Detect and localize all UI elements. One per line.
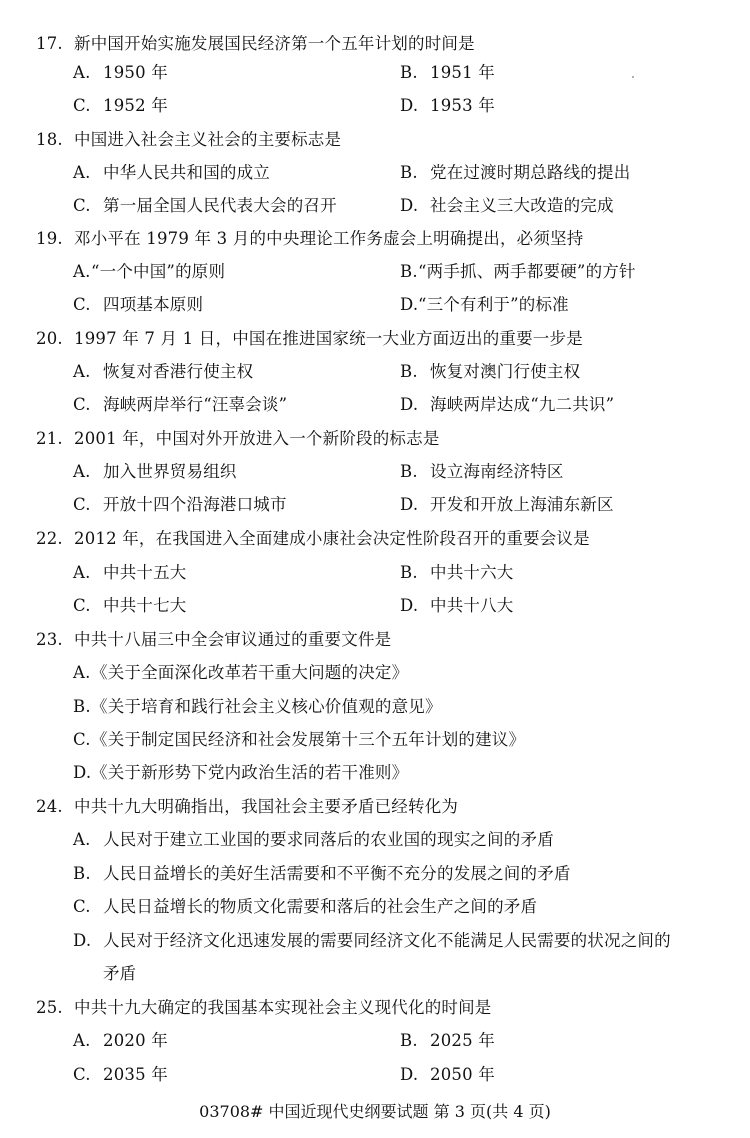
question-22-option-c: C. 中共十七大: [73, 596, 187, 615]
question-text: 新中国开始实施发展国民经济第一个五年计划的时间是: [74, 34, 475, 53]
question-25-option-b: B. 2025 年: [400, 1031, 495, 1050]
question-25-option-a: A. 2020 年: [73, 1031, 168, 1050]
scan-speck: [632, 76, 634, 78]
question-23-option-d: D.《关于新形势下党内政治生活的若干准则》: [73, 763, 409, 782]
question-20-option-a: A. 恢复对香港行使主权: [73, 362, 254, 381]
question-23-stem: 23. 中共十八届三中全会审议通过的重要文件是: [36, 630, 392, 649]
question-21-option-d: D. 开发和开放上海浦东新区: [400, 495, 614, 514]
question-19-option-c: C. 四项基本原则: [73, 295, 204, 314]
question-21-stem: 21. 2001 年，中国对外开放进入一个新阶段的标志是: [36, 429, 440, 448]
question-24-option-d: D. 人民对于经济文化迅速发展的需要同经济文化不能满足人民需要的状况之间的: [73, 931, 671, 950]
question-18-stem: 18. 中国进入社会主义社会的主要标志是: [36, 130, 342, 149]
question-24-stem: 24. 中共十九大明确指出，我国社会主要矛盾已经转化为: [36, 797, 459, 816]
question-18-option-c: C. 第一届全国人民代表大会的召开: [73, 196, 337, 215]
page-footer: 03708# 中国近现代史纲要试题 第 3 页(共 4 页): [199, 1102, 551, 1121]
question-18-option-b: B. 党在过渡时期总路线的提出: [400, 163, 631, 182]
question-19-option-d: D.“三个有利于”的标准: [400, 295, 569, 314]
question-19-stem: 19. 邓小平在 1979 年 3 月的中央理论工作务虚会上明确提出，必须坚持: [36, 229, 584, 248]
question-21-option-a: A. 加入世界贸易组织: [73, 462, 237, 481]
question-17-option-c: C. 1952 年: [73, 96, 168, 115]
question-23-option-a: A.《关于全面深化改革若干重大问题的决定》: [73, 663, 409, 682]
question-24-option-a: A. 人民对于建立工业国的要求同落后的农业国的现实之间的矛盾: [73, 830, 554, 849]
question-19-option-a: A.“一个中国”的原则: [73, 262, 226, 281]
question-20-option-c: C. 海峡两岸举行“汪辜会谈”: [73, 395, 288, 414]
question-23-option-b: B.《关于培育和践行社会主义核心价值观的意见》: [73, 697, 442, 716]
question-22-option-a: A. 中共十五大: [73, 563, 187, 582]
question-17-option-d: D. 1953 年: [400, 96, 495, 115]
question-number: 17.: [36, 34, 63, 53]
question-17-option-b: B. 1951 年: [400, 63, 495, 82]
question-25-option-c: C. 2035 年: [73, 1065, 168, 1084]
question-17-option-a: A. 1950 年: [73, 63, 168, 82]
question-17-stem: [36, 33, 475, 55]
question-18-option-a: A. 中华人民共和国的成立: [73, 163, 270, 182]
question-20-option-d: D. 海峡两岸达成“九二共识”: [400, 395, 615, 414]
question-24-option-d-continuation: 矛盾: [103, 964, 136, 983]
question-22-stem: 22. 2012 年，在我国进入全面建成小康社会决定性阶段召开的重要会议是: [36, 529, 590, 548]
question-23-option-c: C.《关于制定国民经济和社会发展第十三个五年计划的建议》: [73, 730, 526, 749]
question-25-option-d: D. 2050 年: [400, 1065, 495, 1084]
question-25-stem: 25. 中共十九大确定的我国基本实现社会主义现代化的时间是: [36, 998, 492, 1017]
question-20-option-b: B. 恢复对澳门行使主权: [400, 362, 581, 381]
question-20-stem: 20. 1997 年 7 月 1 日，中国在推进国家统一大业方面迈出的重要一步是: [36, 329, 583, 348]
question-19-option-b: B.“两手抓、两手都要硬”的方针: [400, 262, 636, 281]
question-24-option-b: B. 人民日益增长的美好生活需要和不平衡不充分的发展之间的矛盾: [73, 864, 571, 883]
question-22-option-d: D. 中共十八大: [400, 596, 514, 615]
question-24-option-c: C. 人民日益增长的物质文化需要和落后的社会生产之间的矛盾: [73, 897, 538, 916]
question-18-option-d: D. 社会主义三大改造的完成: [400, 196, 614, 215]
question-22-option-b: B. 中共十六大: [400, 563, 514, 582]
question-21-option-c: C. 开放十四个沿海港口城市: [73, 495, 287, 514]
question-21-option-b: B. 设立海南经济特区: [400, 462, 564, 481]
